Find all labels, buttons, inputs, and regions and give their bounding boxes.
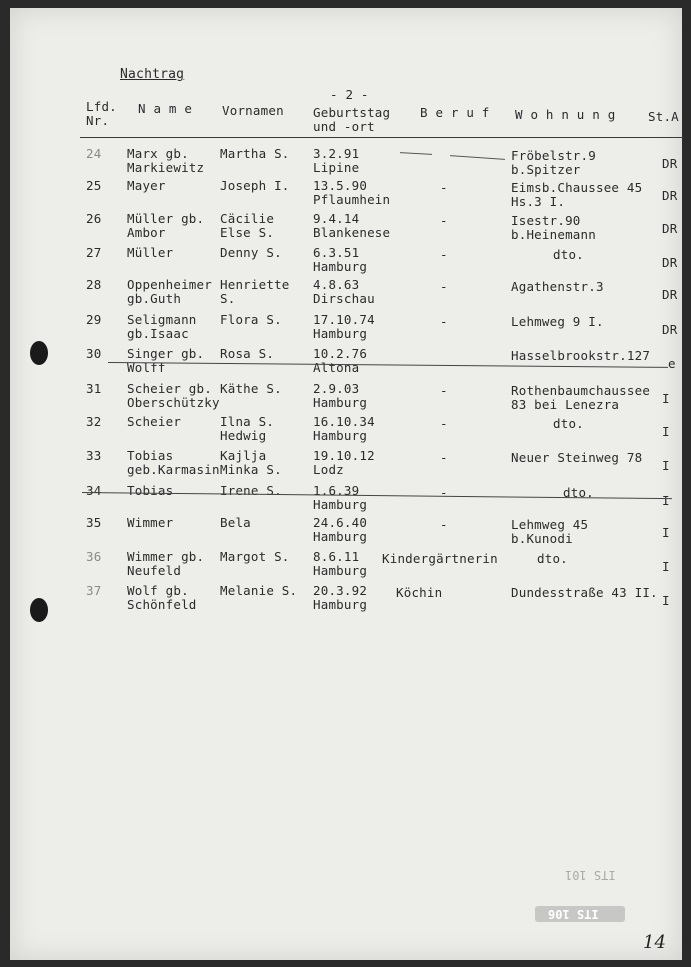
row-37-st: I (662, 593, 670, 608)
punch-hole (30, 341, 48, 365)
punch-hole (30, 598, 48, 622)
row-32-name: Scheier (127, 414, 182, 429)
row-33-beruf: - (440, 450, 448, 465)
row-25-beruf: - (440, 180, 448, 195)
document-title: Nachtrag (120, 67, 185, 82)
row-26-vornamen: Cäcilie Else S. (220, 211, 275, 240)
row-34-name: Tobias (127, 483, 174, 498)
row-33-name: Tobias geb.Karmasin (127, 448, 220, 477)
row-26-st: DR (662, 221, 678, 236)
row-29-name: Seligmann gb.Isaac (127, 312, 197, 341)
header-lfd-nr: Lfd. Nr. (86, 99, 117, 128)
row-30-name: Singer gb. Wolff (127, 346, 205, 375)
row-35-st: I (662, 525, 670, 540)
row-24-geburt: 3.2.91 Lipine (313, 146, 360, 175)
header-rule (80, 137, 684, 138)
row-29-geburt: 17.10.74 Hamburg (313, 312, 375, 341)
row-30-st: e (668, 356, 676, 371)
row-33-vornamen: Kajlja Minka S. (220, 448, 282, 477)
row-29-nr: 29 (86, 312, 102, 327)
header-vornamen: Vornamen (222, 103, 284, 118)
header-geburt: Geburtstag und -ort (313, 105, 391, 134)
row-34-wohnung: dto. (563, 485, 594, 500)
header-st: St.A (648, 109, 679, 124)
row-35-name: Wimmer (127, 515, 174, 530)
row-30-vornamen: Rosa S. (220, 346, 275, 361)
row-30-wohnung: Hasselbrookstr.127 (511, 348, 651, 363)
row-31-nr: 31 (86, 381, 102, 396)
row-28-st: DR (662, 287, 678, 302)
row-31-vornamen: Käthe S. (220, 381, 282, 396)
row-24-nr: 24 (86, 146, 102, 161)
row-24-wohnung: Fröbelstr.9 b.Spitzer (511, 148, 596, 177)
row-34-geburt: 1.6.39 Hamburg (313, 483, 368, 512)
row-36-name: Wimmer gb. Neufeld (127, 549, 205, 578)
row-24-st: DR (662, 156, 678, 171)
archive-stamp-faint: ITS 101 (565, 868, 616, 882)
row-25-nr: 25 (86, 178, 102, 193)
row-35-beruf: - (440, 517, 448, 532)
row-25-name: Mayer (127, 178, 166, 193)
row-25-geburt: 13.5.90 Pflaumhein (313, 178, 391, 207)
row-34-st: I (662, 493, 670, 508)
row-33-wohnung: Neuer Steinweg 78 (511, 450, 643, 465)
row-36-st: I (662, 559, 670, 574)
row-35-geburt: 24.6.40 Hamburg (313, 515, 368, 544)
row-24-name: Marx gb. Markiewitz (127, 146, 205, 175)
row-37-wohnung: Dundesstraße 43 II. (511, 585, 658, 600)
row-26-beruf: - (440, 213, 448, 228)
row-34-nr: 34 (86, 483, 102, 498)
row-29-beruf: - (440, 314, 448, 329)
header-wohnung: W o h n u n g (515, 107, 616, 122)
row-33-nr: 33 (86, 448, 102, 463)
row-28-nr: 28 (86, 277, 102, 292)
row-27-vornamen: Denny S. (220, 245, 282, 260)
row-36-wohnung: dto. (537, 551, 568, 566)
row-31-beruf: - (440, 383, 448, 398)
row-37-vornamen: Melanie S. (220, 583, 298, 598)
row-32-geburt: 16.10.34 Hamburg (313, 414, 375, 443)
header-name: N a m e (138, 101, 193, 116)
row-26-wohnung: Isestr.90 b.Heinemann (511, 213, 596, 242)
row-28-geburt: 4.8.63 Dirschau (313, 277, 375, 306)
row-25-vornamen: Joseph I. (220, 178, 290, 193)
handwritten-page-mark: 14 (643, 932, 666, 953)
row-27-beruf: - (440, 247, 448, 262)
row-27-st: DR (662, 255, 678, 270)
row-31-geburt: 2.9.03 Hamburg (313, 381, 368, 410)
row-32-wohnung: dto. (553, 416, 584, 431)
row-36-beruf: Kindergärtnerin (382, 551, 498, 566)
row-26-name: Müller gb. Ambor (127, 211, 205, 240)
row-26-nr: 26 (86, 211, 102, 226)
row-36-nr: 36 (86, 549, 102, 564)
row-36-vornamen: Margot S. (220, 549, 290, 564)
row-30-nr: 30 (86, 346, 102, 361)
row-32-st: I (662, 424, 670, 439)
row-31-name: Scheier gb. Oberschützky (127, 381, 220, 410)
row-28-vornamen: Henriette S. (220, 277, 290, 306)
row-29-wohnung: Lehmweg 9 I. (511, 314, 604, 329)
row-37-name: Wolf gb. Schönfeld (127, 583, 197, 612)
row-37-nr: 37 (86, 583, 102, 598)
row-27-name: Müller (127, 245, 174, 260)
row-33-geburt: 19.10.12 Lodz (313, 448, 375, 477)
row-35-vornamen: Bela (220, 515, 251, 530)
row-35-nr: 35 (86, 515, 102, 530)
header-beruf: B e r u f (420, 105, 490, 120)
row-24-vornamen: Martha S. (220, 146, 290, 161)
row-27-nr: 27 (86, 245, 102, 260)
row-28-name: Oppenheimer gb.Guth (127, 277, 212, 306)
row-32-beruf: - (440, 416, 448, 431)
row-37-geburt: 20.3.92 Hamburg (313, 583, 368, 612)
row-32-vornamen: Ilna S. Hedwig (220, 414, 275, 443)
row-34-beruf: - (440, 485, 448, 500)
row-29-vornamen: Flora S. (220, 312, 282, 327)
row-31-wohnung: Rothenbaumchaussee 83 bei Lenezra (511, 383, 651, 412)
row-26-geburt: 9.4.14 Blankenese (313, 211, 391, 240)
row-32-nr: 32 (86, 414, 102, 429)
row-34-vornamen: Irene S. (220, 483, 282, 498)
row-37-beruf: Köchin (396, 585, 443, 600)
row-31-st: I (662, 391, 670, 406)
row-27-wohnung: dto. (553, 247, 584, 262)
row-28-wohnung: Agathenstr.3 (511, 279, 604, 294)
row-27-geburt: 6.3.51 Hamburg (313, 245, 368, 274)
row-28-beruf: - (440, 279, 448, 294)
page-number-label: - 2 - (330, 87, 369, 102)
row-29-st: DR (662, 322, 678, 337)
row-33-st: I (662, 458, 670, 473)
row-30-geburt: 10.2.76 Altona (313, 346, 368, 375)
row-35-wohnung: Lehmweg 45 b.Kunodi (511, 517, 589, 546)
row-25-wohnung: Eimsb.Chaussee 45 Hs.3 I. (511, 180, 643, 209)
archive-stamp: ITS 106 (548, 907, 599, 921)
row-25-st: DR (662, 188, 678, 203)
row-36-geburt: 8.6.11 Hamburg (313, 549, 368, 578)
